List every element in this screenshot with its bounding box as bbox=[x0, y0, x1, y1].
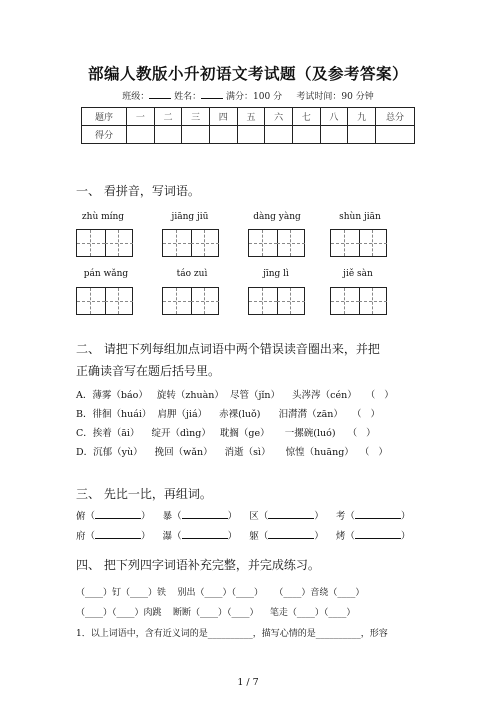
table-cell: 三 bbox=[182, 108, 210, 126]
char-prefix: 区（ bbox=[249, 511, 269, 522]
char-prefix: 躯（ bbox=[249, 531, 269, 542]
option-line-a: A．薄雾（báo） 旋转（zhuàn） 尽管（jǐn） 头涔涔（cén） （ ） bbox=[76, 390, 394, 401]
exam-time: 考试时间：90 分钟 bbox=[296, 92, 374, 102]
writing-grid[interactable] bbox=[76, 287, 133, 315]
name-label: 姓名： bbox=[174, 92, 202, 102]
table-cell: 四 bbox=[209, 108, 237, 126]
char-suffix: ） bbox=[227, 511, 238, 522]
score-input-cell[interactable] bbox=[265, 126, 293, 144]
writing-grid[interactable] bbox=[248, 229, 305, 257]
writing-grid[interactable] bbox=[76, 229, 133, 257]
table-cell: 五 bbox=[237, 108, 265, 126]
pinyin-label: pán wǎng bbox=[83, 269, 129, 279]
char-suffix: ） bbox=[400, 511, 411, 522]
option-line-b: B．徘徊（huái） 肩胛（jiá） 赤裸(luǒ) 汨潸潸（zān） （ ） bbox=[76, 409, 381, 420]
question-1: 1．以上词语中，含有近义词的是__________，描写心情的是__________，形容 bbox=[76, 629, 388, 639]
answer-blank[interactable] bbox=[95, 529, 141, 539]
pinyin-label: jīng lì bbox=[263, 269, 289, 279]
char-suffix: ） bbox=[314, 531, 324, 542]
table-cell: 得分 bbox=[82, 126, 127, 144]
char-suffix: ） bbox=[141, 511, 151, 522]
char-suffix: ） bbox=[141, 531, 151, 542]
table-cell: 六 bbox=[265, 108, 293, 126]
table-cell: 一 bbox=[127, 108, 155, 126]
compare-row-2 bbox=[76, 528, 410, 542]
pinyin-label: dàng yàng bbox=[253, 212, 301, 222]
char-suffix: ） bbox=[314, 511, 324, 522]
table-cell: 七 bbox=[292, 108, 320, 126]
answer-blank[interactable] bbox=[182, 509, 228, 519]
answer-blank[interactable] bbox=[355, 529, 401, 539]
score-input-cell[interactable] bbox=[292, 126, 320, 144]
compare-row-1 bbox=[76, 508, 410, 522]
idiom-row-2: （____）（____）肉跳 断断（____）（____） 笔走（____）（____） bbox=[76, 608, 356, 618]
answer-blank[interactable] bbox=[95, 509, 141, 519]
char-prefix: 暴（ bbox=[162, 511, 182, 522]
char-prefix: 烤（ bbox=[335, 531, 355, 542]
score-input-cell[interactable] bbox=[154, 126, 182, 144]
table-cell: 题序 bbox=[82, 108, 127, 126]
score-table-header-row bbox=[82, 108, 415, 126]
table-cell: 九 bbox=[348, 108, 376, 126]
page-title: 部编人教版小升初语文考试题（及参考答案） bbox=[87, 64, 408, 83]
section2-heading-line2: 正确读音写在题后括号里。 bbox=[76, 364, 221, 378]
pinyin-label: táo zuì bbox=[176, 269, 208, 279]
writing-grid[interactable] bbox=[248, 287, 305, 315]
score-input-cell[interactable] bbox=[320, 126, 348, 144]
char-prefix: 府（ bbox=[76, 531, 96, 542]
char-suffix: ） bbox=[227, 531, 238, 542]
answer-blank[interactable] bbox=[182, 529, 228, 539]
score-input-cell[interactable] bbox=[348, 126, 376, 144]
name-blank bbox=[201, 89, 223, 99]
option-line-d: D．沉郁（yù） 挽回（wǎn） 消逝（sì） 惊惶（huāng） （ ） bbox=[76, 447, 388, 458]
page-number: 1 / 7 bbox=[237, 677, 259, 688]
section1-heading: 一、 看拼音，写词语。 bbox=[76, 184, 200, 198]
char-prefix: 考（ bbox=[335, 511, 355, 522]
writing-grid[interactable] bbox=[330, 287, 387, 315]
option-line-c: C．挨着（āi） 绽开（dìng） 耽搁（ge） 一摞碗(luó) （ ） bbox=[76, 428, 376, 439]
section3-heading: 三、 先比一比，再组词。 bbox=[76, 487, 212, 501]
exam-info-line bbox=[0, 89, 496, 102]
answer-blank[interactable] bbox=[355, 509, 401, 519]
full-score: 满分：100 分 bbox=[226, 92, 283, 102]
score-input-cell[interactable] bbox=[237, 126, 265, 144]
answer-blank[interactable] bbox=[268, 529, 314, 539]
writing-grid[interactable] bbox=[330, 229, 387, 257]
score-input-cell[interactable] bbox=[182, 126, 210, 144]
score-input-cell[interactable] bbox=[209, 126, 237, 144]
pinyin-label: jiāng jiū bbox=[171, 212, 209, 222]
table-cell: 二 bbox=[154, 108, 182, 126]
class-blank bbox=[149, 89, 171, 99]
writing-grid[interactable] bbox=[162, 287, 219, 315]
score-table-score-row bbox=[82, 126, 415, 144]
char-prefix: 俯（ bbox=[76, 511, 96, 522]
pinyin-label: shùn jiān bbox=[339, 212, 381, 222]
table-cell: 八 bbox=[320, 108, 348, 126]
score-table bbox=[81, 107, 415, 144]
score-input-cell[interactable] bbox=[376, 126, 415, 144]
class-label: 班级： bbox=[122, 92, 150, 102]
idiom-row-1: （____）钉（____）铁 别出（____）（____） （____）音绕（____） bbox=[76, 588, 365, 598]
writing-grid[interactable] bbox=[162, 229, 219, 257]
pinyin-label: zhù míng bbox=[81, 212, 125, 222]
table-cell: 总分 bbox=[376, 108, 415, 126]
answer-blank[interactable] bbox=[268, 509, 314, 519]
section4-heading: 四、 把下列四字词语补充完整，并完成练习。 bbox=[76, 558, 320, 572]
section2-heading-line1: 二、 请把下列每组加点词语中两个错误读音圈出来，并把 bbox=[76, 342, 380, 356]
char-suffix: ） bbox=[400, 531, 411, 542]
char-prefix: 瀑（ bbox=[162, 531, 182, 542]
pinyin-label: jiě sàn bbox=[343, 269, 373, 279]
score-input-cell[interactable] bbox=[127, 126, 155, 144]
